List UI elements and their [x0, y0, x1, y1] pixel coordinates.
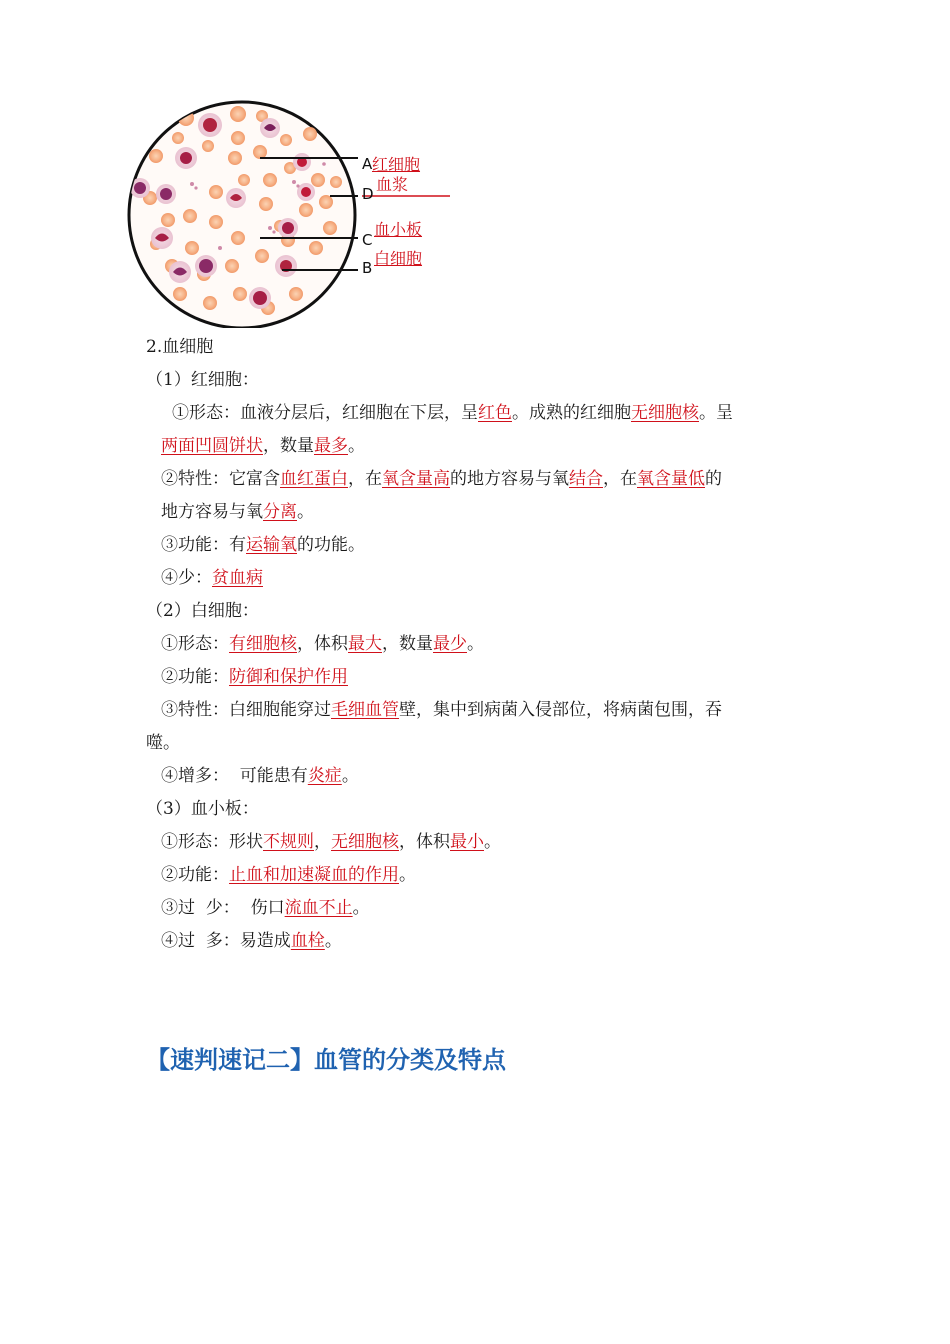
- wbc-property-line: ③特性：白细胞能穿过毛细血管壁，集中到病菌入侵部位，将病菌包围，吞: [161, 700, 722, 720]
- answer-blank: 结合: [569, 469, 603, 489]
- answer-blank: 氧含量低: [637, 469, 705, 489]
- platelet-heading: （3）血小板：: [146, 799, 259, 819]
- answer-blank: 有细胞核: [229, 634, 297, 654]
- rbc-function-line: ③功能：有运输氧的功能。: [161, 535, 365, 555]
- answer-blank: 红色: [478, 403, 512, 423]
- rbc-property-line-2: 地方容易与氧分离。: [161, 502, 314, 522]
- wbc-function-line: ②功能：防御和保护作用: [161, 667, 348, 687]
- answer-blank: 运输氧: [246, 535, 297, 555]
- answer-blank: 无细胞核: [631, 403, 699, 423]
- answer-blank: 炎症: [307, 766, 342, 786]
- section-title: 2.血细胞: [146, 337, 214, 357]
- label-letter-a: A: [362, 155, 373, 173]
- rbc-shape-line-2: 两面凹圆饼状，数量最多。: [161, 436, 365, 456]
- wbc-shape-line: ①形态：有细胞核，体积最大，数量最少。: [161, 634, 484, 654]
- label-letter-c: C: [362, 231, 373, 249]
- answer-blank: 贫血病: [212, 568, 263, 588]
- answer-blank: 血栓: [290, 931, 325, 951]
- rbc-property-line: ②特性：它富含血红蛋白，在氧含量高的地方容易与氧结合，在氧含量低的: [161, 469, 722, 489]
- answer-blank: 止血和加速凝血的作用: [229, 865, 399, 885]
- wbc-property-line-2: 噬。: [146, 733, 180, 753]
- wbc-heading: （2）白细胞：: [146, 601, 259, 621]
- rbc-shape-line: ①形态：血液分层后，红细胞在下层，呈红色。成熟的红细胞无细胞核。呈: [172, 403, 733, 423]
- answer-blank: 最小: [450, 832, 484, 852]
- rbc-deficiency-line: ④少：贫血病: [161, 568, 263, 588]
- wbc-increase-line: ④增多： 可能患有炎症。: [161, 766, 359, 786]
- answer-blank: 无细胞核: [331, 832, 399, 852]
- answer-blank: 毛细血管: [331, 700, 399, 720]
- label-platelet: 血小板: [374, 220, 423, 239]
- answer-blank: 最少: [433, 634, 467, 654]
- label-letter-b: B: [362, 259, 373, 277]
- answer-blank: 两面凹圆饼状: [161, 436, 263, 456]
- label-red-blood-cell: 红细胞: [372, 155, 421, 174]
- blood-smear-illustration: [120, 98, 460, 328]
- section-heading-blood-vessels: 【速判速记二】血管的分类及特点: [146, 1046, 506, 1074]
- platelet-excess-line: ④过 多：易造成血栓。: [161, 931, 342, 951]
- answer-blank: 分离: [263, 502, 297, 522]
- answer-blank: 防御和保护作用: [229, 667, 348, 687]
- platelet-function-line: ②功能：止血和加速凝血的作用。: [161, 865, 416, 885]
- answer-blank: 血红蛋白: [280, 469, 348, 489]
- answer-blank: 最大: [348, 634, 382, 654]
- answer-blank: 不规则: [263, 832, 314, 852]
- label-plasma: 血浆: [376, 175, 409, 194]
- platelet-deficiency-line: ③过 少： 伤口流血不止。: [161, 898, 370, 918]
- platelet-shape-line: ①形态：形状不规则，无细胞核，体积最小。: [161, 832, 501, 852]
- label-letter-d: D: [362, 185, 374, 203]
- answer-blank: 氧含量高: [382, 469, 450, 489]
- rbc-heading: （1）红细胞：: [146, 370, 259, 390]
- blood-cell-figure: [120, 98, 460, 328]
- answer-blank: 最多: [314, 436, 348, 456]
- label-white-blood-cell: 白细胞: [374, 249, 423, 268]
- answer-blank: 流血不止: [284, 898, 353, 918]
